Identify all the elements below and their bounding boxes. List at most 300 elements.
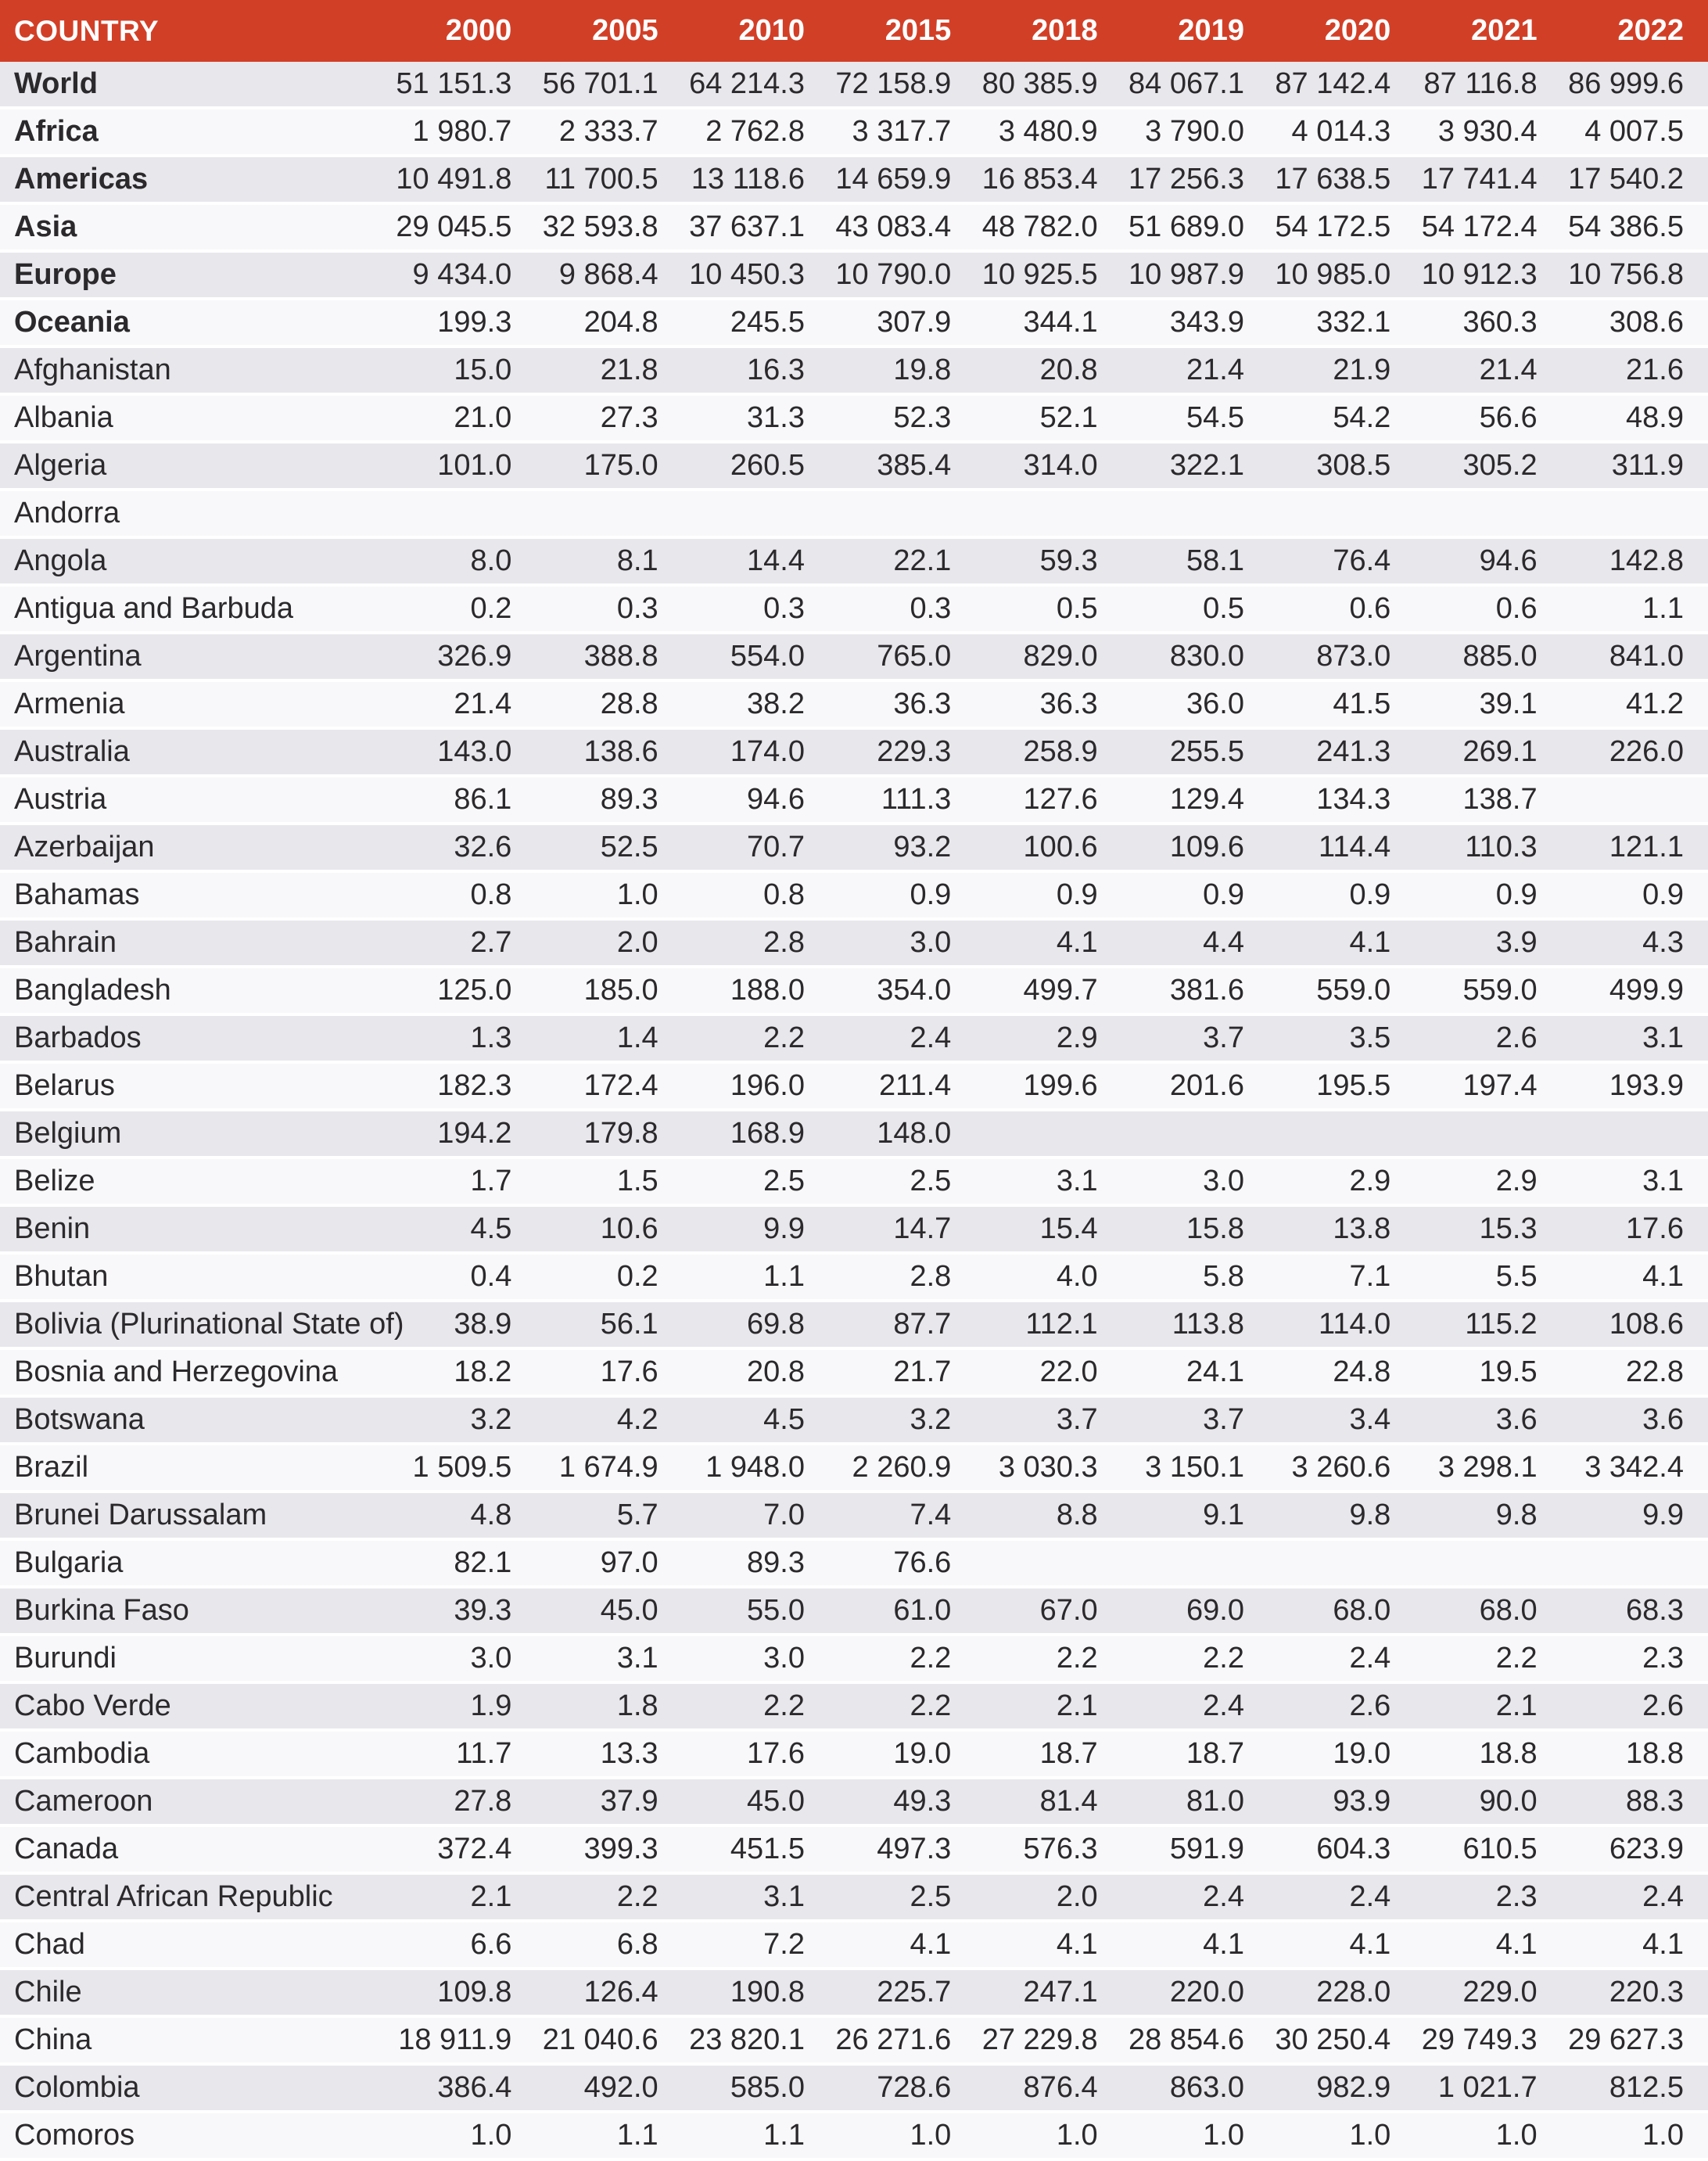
value-cell: 1.0 — [829, 2113, 975, 2161]
value-cell: 142.8 — [1562, 539, 1708, 587]
value-cell: 45.0 — [683, 1779, 829, 1827]
country-cell: Algeria — [0, 443, 389, 491]
value-cell: 134.3 — [1268, 777, 1415, 825]
country-cell: Barbados — [0, 1016, 389, 1064]
value-cell: 7.4 — [829, 1493, 975, 1541]
value-cell: 54 172.4 — [1415, 205, 1561, 253]
value-cell: 24.8 — [1268, 1350, 1415, 1398]
value-cell: 86 999.6 — [1562, 62, 1708, 109]
value-cell: 21.9 — [1268, 348, 1415, 396]
value-cell: 36.0 — [1122, 682, 1268, 730]
value-cell: 1 948.0 — [683, 1445, 829, 1493]
value-cell: 67.0 — [975, 1588, 1121, 1636]
value-cell: 129.4 — [1122, 777, 1268, 825]
value-cell: 10.6 — [536, 1207, 682, 1255]
table-row — [0, 1159, 1708, 1207]
value-cell: 2.6 — [1415, 1016, 1561, 1064]
value-cell: 58.1 — [1122, 539, 1268, 587]
value-cell: 17.6 — [1562, 1207, 1708, 1255]
value-cell: 4.0 — [975, 1255, 1121, 1302]
value-cell: 829.0 — [975, 634, 1121, 682]
value-cell: 29 045.5 — [389, 205, 536, 253]
table-row — [0, 1684, 1708, 1732]
value-cell: 109.6 — [1122, 825, 1268, 873]
value-cell: 10 912.3 — [1415, 253, 1561, 300]
value-cell: 68.0 — [1268, 1588, 1415, 1636]
value-cell: 6.8 — [536, 1922, 682, 1970]
value-cell: 2.0 — [536, 921, 682, 968]
value-cell: 1.1 — [1562, 587, 1708, 634]
value-cell: 4.1 — [1562, 1922, 1708, 1970]
value-cell: 3 480.9 — [975, 109, 1121, 157]
value-cell: 7.0 — [683, 1493, 829, 1541]
value-cell: 308.6 — [1562, 300, 1708, 348]
value-cell: 4.2 — [536, 1398, 682, 1445]
value-cell: 22.1 — [829, 539, 975, 587]
value-cell: 3.2 — [389, 1398, 536, 1445]
table-row — [0, 348, 1708, 396]
value-cell: 4 007.5 — [1562, 109, 1708, 157]
value-cell: 2.2 — [683, 1016, 829, 1064]
value-cell: 873.0 — [1268, 634, 1415, 682]
value-cell: 7.1 — [1268, 1255, 1415, 1302]
value-cell: 18.7 — [1122, 1732, 1268, 1779]
value-cell: 16 853.4 — [975, 157, 1121, 205]
value-cell: 9.8 — [1415, 1493, 1561, 1541]
value-cell: 604.3 — [1268, 1827, 1415, 1875]
value-cell: 21.7 — [829, 1350, 975, 1398]
value-cell: 399.3 — [536, 1827, 682, 1875]
value-cell: 168.9 — [683, 1111, 829, 1159]
value-cell: 2.4 — [1122, 1684, 1268, 1732]
country-cell: Bolivia (Plurinational State of) — [0, 1302, 389, 1350]
value-cell: 20.8 — [975, 348, 1121, 396]
value-cell — [1122, 1541, 1268, 1588]
header-year: 2019 — [1122, 0, 1268, 62]
table-row — [0, 1445, 1708, 1493]
value-cell: 2.3 — [1415, 1875, 1561, 1922]
value-cell: 372.4 — [389, 1827, 536, 1875]
value-cell: 90.0 — [1415, 1779, 1561, 1827]
country-cell: Botswana — [0, 1398, 389, 1445]
value-cell: 1.0 — [389, 2113, 536, 2161]
value-cell: 18.8 — [1415, 1732, 1561, 1779]
value-cell: 381.6 — [1122, 968, 1268, 1016]
table-row — [0, 1588, 1708, 1636]
table-row — [0, 1779, 1708, 1827]
value-cell: 344.1 — [975, 300, 1121, 348]
value-cell: 82.1 — [389, 1541, 536, 1588]
value-cell: 307.9 — [829, 300, 975, 348]
value-cell: 2.5 — [683, 1159, 829, 1207]
value-cell: 188.0 — [683, 968, 829, 1016]
value-cell: 1.9 — [389, 1684, 536, 1732]
table-row — [0, 730, 1708, 777]
value-cell — [1122, 491, 1268, 539]
value-cell: 226.0 — [1562, 730, 1708, 777]
table-row — [0, 205, 1708, 253]
value-cell: 3.7 — [1122, 1016, 1268, 1064]
value-cell: 3.0 — [829, 921, 975, 968]
value-cell: 311.9 — [1562, 443, 1708, 491]
value-cell: 64 214.3 — [683, 62, 829, 109]
country-cell: China — [0, 2018, 389, 2066]
value-cell: 0.2 — [536, 1255, 682, 1302]
table-row — [0, 1827, 1708, 1875]
value-cell: 69.0 — [1122, 1588, 1268, 1636]
value-cell: 9.9 — [683, 1207, 829, 1255]
value-cell: 52.1 — [975, 396, 1121, 443]
value-cell: 9.9 — [1562, 1493, 1708, 1541]
value-cell: 37.9 — [536, 1779, 682, 1827]
value-cell: 1.0 — [1268, 2113, 1415, 2161]
value-cell: 190.8 — [683, 1970, 829, 2018]
value-cell: 5.7 — [536, 1493, 682, 1541]
value-cell: 0.3 — [683, 587, 829, 634]
value-cell: 1.1 — [536, 2113, 682, 2161]
value-cell: 14.4 — [683, 539, 829, 587]
value-cell: 22.8 — [1562, 1350, 1708, 1398]
value-cell: 585.0 — [683, 2066, 829, 2113]
country-cell: Brazil — [0, 1445, 389, 1493]
value-cell — [536, 491, 682, 539]
value-cell: 2.4 — [1122, 1875, 1268, 1922]
value-cell: 332.1 — [1268, 300, 1415, 348]
value-cell: 3.7 — [1122, 1398, 1268, 1445]
value-cell: 0.4 — [389, 1255, 536, 1302]
value-cell: 41.2 — [1562, 682, 1708, 730]
value-cell: 196.0 — [683, 1064, 829, 1111]
value-cell: 68.3 — [1562, 1588, 1708, 1636]
value-cell: 45.0 — [536, 1588, 682, 1636]
value-cell: 36.3 — [975, 682, 1121, 730]
value-cell: 2.2 — [683, 1684, 829, 1732]
value-cell: 3.1 — [1562, 1159, 1708, 1207]
value-cell: 3.7 — [975, 1398, 1121, 1445]
value-cell: 9.1 — [1122, 1493, 1268, 1541]
value-cell: 101.0 — [389, 443, 536, 491]
value-cell: 9 434.0 — [389, 253, 536, 300]
value-cell: 54 386.5 — [1562, 205, 1708, 253]
value-cell: 19.5 — [1415, 1350, 1561, 1398]
value-cell: 109.8 — [389, 1970, 536, 2018]
value-cell: 388.8 — [536, 634, 682, 682]
value-cell: 175.0 — [536, 443, 682, 491]
value-cell: 9.8 — [1268, 1493, 1415, 1541]
country-cell: Americas — [0, 157, 389, 205]
value-cell: 0.9 — [1122, 873, 1268, 921]
header-year: 2020 — [1268, 0, 1415, 62]
value-cell: 21.8 — [536, 348, 682, 396]
value-cell: 15.4 — [975, 1207, 1121, 1255]
value-cell: 4.1 — [829, 1922, 975, 1970]
value-cell: 86.1 — [389, 777, 536, 825]
value-cell — [1562, 1111, 1708, 1159]
table-row — [0, 1350, 1708, 1398]
value-cell: 765.0 — [829, 634, 975, 682]
value-cell: 54.5 — [1122, 396, 1268, 443]
table-row — [0, 1398, 1708, 1445]
value-cell: 32 593.8 — [536, 205, 682, 253]
country-cell: Australia — [0, 730, 389, 777]
value-cell: 14 659.9 — [829, 157, 975, 205]
value-cell: 1.5 — [536, 1159, 682, 1207]
table-row — [0, 109, 1708, 157]
value-cell: 39.3 — [389, 1588, 536, 1636]
value-cell: 10 756.8 — [1562, 253, 1708, 300]
value-cell: 385.4 — [829, 443, 975, 491]
value-cell: 204.8 — [536, 300, 682, 348]
value-cell: 2.4 — [1268, 1636, 1415, 1684]
value-cell: 54 172.5 — [1268, 205, 1415, 253]
country-cell: Cambodia — [0, 1732, 389, 1779]
value-cell: 4.5 — [389, 1207, 536, 1255]
value-cell: 4.3 — [1562, 921, 1708, 968]
value-cell: 314.0 — [975, 443, 1121, 491]
country-cell: Angola — [0, 539, 389, 587]
value-cell: 499.7 — [975, 968, 1121, 1016]
value-cell: 88.3 — [1562, 1779, 1708, 1827]
value-cell: 1.0 — [1562, 2113, 1708, 2161]
value-cell: 1.1 — [683, 1255, 829, 1302]
table-row — [0, 777, 1708, 825]
table-row — [0, 1064, 1708, 1111]
value-cell: 229.3 — [829, 730, 975, 777]
country-cell: Antigua and Barbuda — [0, 587, 389, 634]
value-cell: 1 674.9 — [536, 1445, 682, 1493]
value-cell: 193.9 — [1562, 1064, 1708, 1111]
value-cell: 197.4 — [1415, 1064, 1561, 1111]
table-row — [0, 873, 1708, 921]
value-cell: 2.2 — [1415, 1636, 1561, 1684]
value-cell: 11.7 — [389, 1732, 536, 1779]
value-cell: 17 741.4 — [1415, 157, 1561, 205]
table-row — [0, 300, 1708, 348]
value-cell — [975, 491, 1121, 539]
value-cell: 10 987.9 — [1122, 253, 1268, 300]
value-cell: 52.5 — [536, 825, 682, 873]
value-cell: 23 820.1 — [683, 2018, 829, 2066]
table-row — [0, 62, 1708, 109]
value-cell: 55.0 — [683, 1588, 829, 1636]
value-cell: 2.5 — [829, 1875, 975, 1922]
value-cell: 21.4 — [1122, 348, 1268, 396]
value-cell: 81.4 — [975, 1779, 1121, 1827]
table-row — [0, 1970, 1708, 2018]
value-cell: 1.0 — [536, 873, 682, 921]
value-cell — [1415, 1541, 1561, 1588]
value-cell: 228.0 — [1268, 1970, 1415, 2018]
value-cell: 194.2 — [389, 1111, 536, 1159]
table-row — [0, 634, 1708, 682]
value-cell: 2.8 — [683, 921, 829, 968]
value-cell: 322.1 — [1122, 443, 1268, 491]
value-cell: 87 142.4 — [1268, 62, 1415, 109]
value-cell: 27.8 — [389, 1779, 536, 1827]
value-cell: 89.3 — [683, 1541, 829, 1588]
value-cell — [1268, 1541, 1415, 1588]
header-year: 2010 — [683, 0, 829, 62]
country-cell: Belgium — [0, 1111, 389, 1159]
value-cell: 343.9 — [1122, 300, 1268, 348]
value-cell: 576.3 — [975, 1827, 1121, 1875]
value-cell: 87.7 — [829, 1302, 975, 1350]
value-cell: 4.1 — [975, 921, 1121, 968]
table-row — [0, 921, 1708, 968]
value-cell: 0.9 — [975, 873, 1121, 921]
value-cell: 2.7 — [389, 921, 536, 968]
value-cell: 2.4 — [1562, 1875, 1708, 1922]
value-cell: 76.4 — [1268, 539, 1415, 587]
value-cell: 0.5 — [975, 587, 1121, 634]
value-cell: 69.8 — [683, 1302, 829, 1350]
value-cell: 36.3 — [829, 682, 975, 730]
value-cell: 326.9 — [389, 634, 536, 682]
value-cell: 21.4 — [389, 682, 536, 730]
value-cell: 28.8 — [536, 682, 682, 730]
value-cell — [1122, 1111, 1268, 1159]
value-cell: 2.4 — [829, 1016, 975, 1064]
value-cell: 258.9 — [975, 730, 1121, 777]
value-cell: 0.3 — [536, 587, 682, 634]
value-cell: 4.5 — [683, 1398, 829, 1445]
value-cell: 110.3 — [1415, 825, 1561, 873]
value-cell: 245.5 — [683, 300, 829, 348]
value-cell: 0.9 — [1415, 873, 1561, 921]
value-cell: 93.2 — [829, 825, 975, 873]
value-cell: 1.1 — [683, 2113, 829, 2161]
value-cell — [1562, 1541, 1708, 1588]
value-cell: 97.0 — [536, 1541, 682, 1588]
table-row — [0, 1111, 1708, 1159]
value-cell: 31.3 — [683, 396, 829, 443]
value-cell: 138.7 — [1415, 777, 1561, 825]
value-cell: 13.8 — [1268, 1207, 1415, 1255]
value-cell: 148.0 — [829, 1111, 975, 1159]
value-cell: 497.3 — [829, 1827, 975, 1875]
value-cell: 3 317.7 — [829, 109, 975, 157]
value-cell: 229.0 — [1415, 1970, 1561, 2018]
value-cell: 195.5 — [1268, 1064, 1415, 1111]
header-year: 2000 — [389, 0, 536, 62]
value-cell: 19.8 — [829, 348, 975, 396]
value-cell: 38.2 — [683, 682, 829, 730]
value-cell: 172.4 — [536, 1064, 682, 1111]
value-cell — [829, 491, 975, 539]
value-cell: 7.2 — [683, 1922, 829, 1970]
value-cell: 2.2 — [1122, 1636, 1268, 1684]
value-cell: 0.3 — [829, 587, 975, 634]
value-cell: 24.1 — [1122, 1350, 1268, 1398]
value-cell: 3.6 — [1562, 1398, 1708, 1445]
value-cell: 17 540.2 — [1562, 157, 1708, 205]
value-cell: 41.5 — [1268, 682, 1415, 730]
value-cell: 3.1 — [683, 1875, 829, 1922]
value-cell: 15.3 — [1415, 1207, 1561, 1255]
value-cell: 13.3 — [536, 1732, 682, 1779]
value-cell: 4.1 — [1122, 1922, 1268, 1970]
table-row — [0, 1016, 1708, 1064]
value-cell: 56.1 — [536, 1302, 682, 1350]
header-country-label: COUNTRY — [0, 0, 389, 62]
value-cell: 4 014.3 — [1268, 109, 1415, 157]
value-cell: 0.2 — [389, 587, 536, 634]
value-cell: 3.1 — [536, 1636, 682, 1684]
value-cell: 4.1 — [975, 1922, 1121, 1970]
value-cell: 1.7 — [389, 1159, 536, 1207]
value-cell: 841.0 — [1562, 634, 1708, 682]
country-cell: Africa — [0, 109, 389, 157]
value-cell: 0.6 — [1415, 587, 1561, 634]
table-row — [0, 1255, 1708, 1302]
country-cell: Bahrain — [0, 921, 389, 968]
value-cell: 54.2 — [1268, 396, 1415, 443]
value-cell: 80 385.9 — [975, 62, 1121, 109]
country-cell: Canada — [0, 1827, 389, 1875]
value-cell: 199.6 — [975, 1064, 1121, 1111]
value-cell: 3.4 — [1268, 1398, 1415, 1445]
value-cell: 39.1 — [1415, 682, 1561, 730]
value-cell: 30 250.4 — [1268, 2018, 1415, 2066]
country-cell: Armenia — [0, 682, 389, 730]
value-cell: 21.6 — [1562, 348, 1708, 396]
value-cell: 17 638.5 — [1268, 157, 1415, 205]
value-cell: 3 298.1 — [1415, 1445, 1561, 1493]
value-cell: 4.1 — [1268, 921, 1415, 968]
country-cell: Albania — [0, 396, 389, 443]
value-cell: 308.5 — [1268, 443, 1415, 491]
country-cell: Benin — [0, 1207, 389, 1255]
value-cell: 20.8 — [683, 1350, 829, 1398]
value-cell: 610.5 — [1415, 1827, 1561, 1875]
country-cell: Burkina Faso — [0, 1588, 389, 1636]
value-cell: 182.3 — [389, 1064, 536, 1111]
value-cell: 2.2 — [829, 1636, 975, 1684]
header-row — [0, 0, 1708, 62]
value-cell: 185.0 — [536, 968, 682, 1016]
value-cell: 26 271.6 — [829, 2018, 975, 2066]
header-year: 2018 — [975, 0, 1121, 62]
table-row — [0, 968, 1708, 1016]
value-cell: 10 985.0 — [1268, 253, 1415, 300]
value-cell: 863.0 — [1122, 2066, 1268, 2113]
value-cell: 982.9 — [1268, 2066, 1415, 2113]
table-row — [0, 1302, 1708, 1350]
value-cell: 4.4 — [1122, 921, 1268, 968]
value-cell: 126.4 — [536, 1970, 682, 2018]
value-cell: 2.1 — [1415, 1684, 1561, 1732]
value-cell: 125.0 — [389, 968, 536, 1016]
value-cell: 0.8 — [683, 873, 829, 921]
value-cell: 2.5 — [829, 1159, 975, 1207]
value-cell: 21 040.6 — [536, 2018, 682, 2066]
country-cell: Comoros — [0, 2113, 389, 2161]
value-cell — [1562, 491, 1708, 539]
value-cell: 4.8 — [389, 1493, 536, 1541]
table-row — [0, 2066, 1708, 2113]
country-cell: Belize — [0, 1159, 389, 1207]
table-row — [0, 1922, 1708, 1970]
value-cell: 13 118.6 — [683, 157, 829, 205]
value-cell: 241.3 — [1268, 730, 1415, 777]
country-cell: Bahamas — [0, 873, 389, 921]
value-cell: 121.1 — [1562, 825, 1708, 873]
value-cell: 3 150.1 — [1122, 1445, 1268, 1493]
table-header — [0, 0, 1708, 62]
value-cell: 1 980.7 — [389, 109, 536, 157]
value-cell: 2.6 — [1268, 1684, 1415, 1732]
country-cell: Argentina — [0, 634, 389, 682]
